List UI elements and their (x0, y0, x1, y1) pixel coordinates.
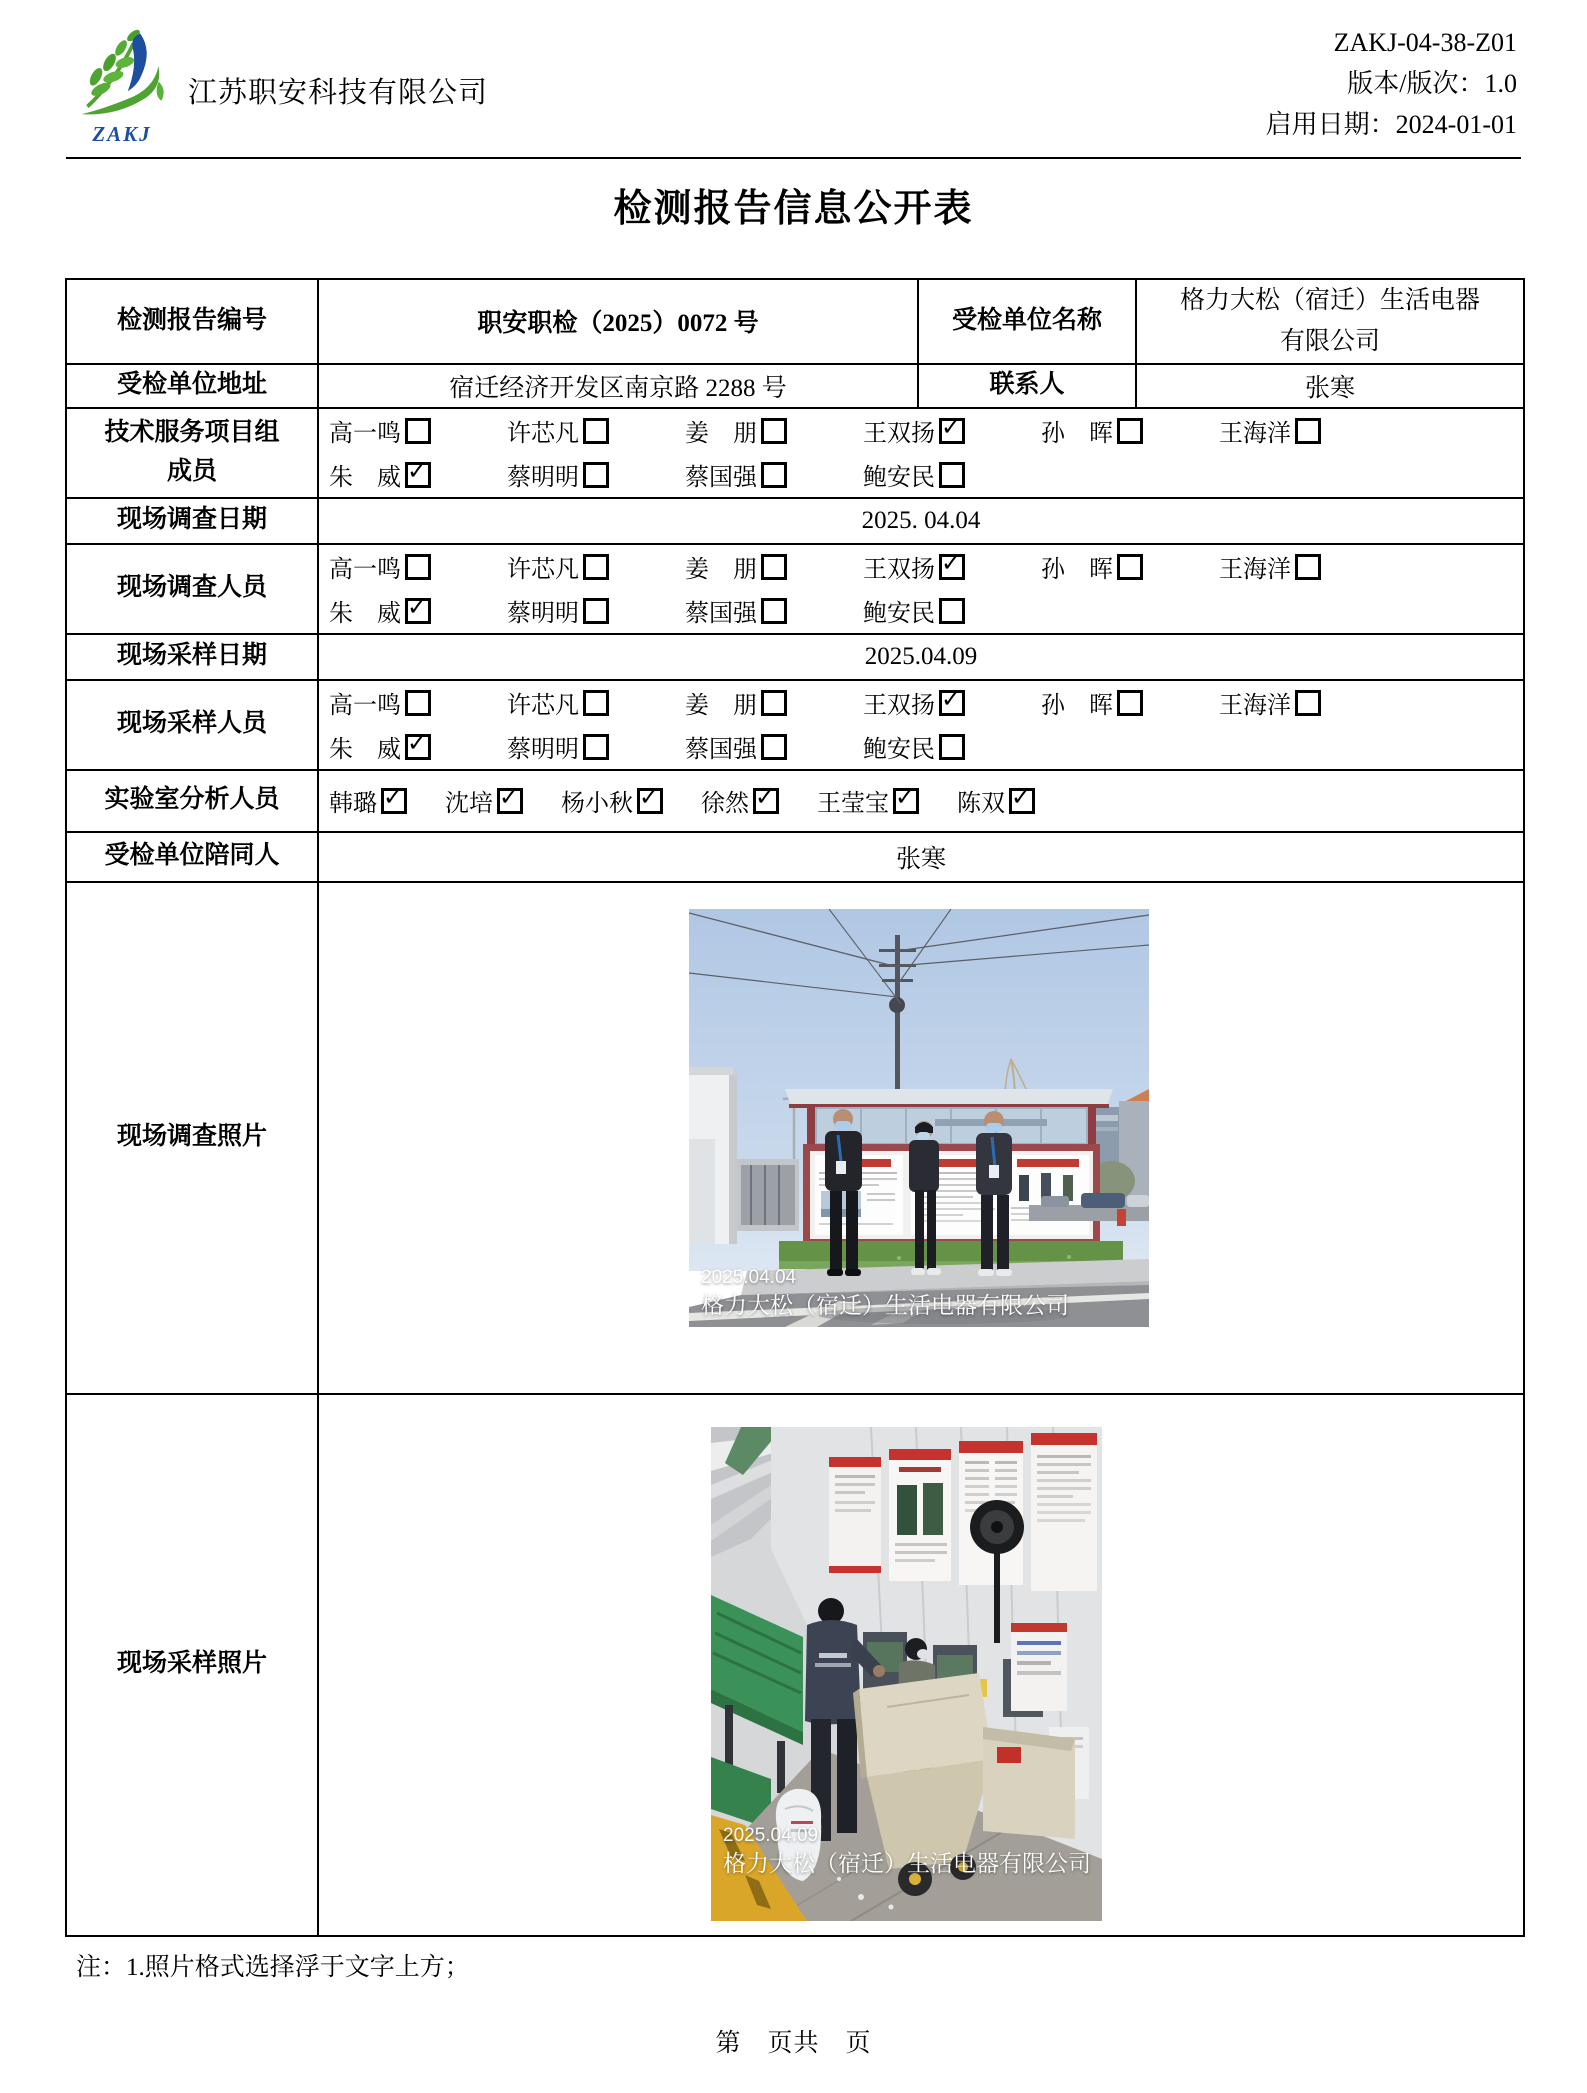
checked-checkbox[interactable] (381, 788, 407, 814)
person-name: 朱 威 (329, 737, 401, 763)
sampling-photo-watermark: 格力大松（宿迁）生活电器有限公司 (723, 1849, 1091, 1876)
row-survey-photo (66, 882, 1524, 1394)
person-name: 沈培 (445, 791, 493, 817)
sampling-photo (711, 1427, 1102, 1921)
empty-checkbox[interactable] (583, 462, 609, 488)
unit-name-value (1136, 279, 1524, 364)
empty-checkbox[interactable] (761, 734, 787, 760)
survey-date-label: 现场调查日期 (66, 498, 318, 544)
row-sampling-photo (66, 1394, 1524, 1936)
survey-staff-line1 (319, 545, 1523, 589)
person-name: 王双扬 (863, 693, 935, 719)
person-name: 姜 朋 (685, 693, 757, 719)
report-no-value: 职安职检（2025）0072 号 (318, 279, 918, 364)
sampling-staff-label: 现场采样人员 (66, 680, 318, 770)
person-checkbox-item (507, 729, 685, 764)
footnote: 注：1.照片格式选择浮于文字上方； (76, 1953, 470, 1981)
survey-staff-line2 (319, 589, 1523, 633)
unit-name-text: 格力大松（宿迁）生活电器有限公司 (1179, 287, 1480, 356)
person-name: 孙 晖 (1041, 693, 1113, 719)
board-panel-3 (1007, 1155, 1089, 1235)
unit-name-label: 受检单位名称 (918, 279, 1136, 364)
row-sampling-staff (66, 680, 1524, 770)
person-checkbox-item (561, 783, 663, 818)
person-name: 孙 晖 (1041, 557, 1113, 583)
empty-checkbox[interactable] (939, 462, 965, 488)
survey-photo-illustration (689, 909, 1149, 1327)
row-unit-address (66, 364, 1524, 408)
person-name: 蔡国强 (685, 737, 757, 763)
person-checkbox-item (863, 413, 1041, 448)
empty-checkbox[interactable] (1117, 554, 1143, 580)
row-survey-staff (66, 544, 1524, 634)
person-checkbox-item (329, 457, 507, 492)
sampling-photo-stamp (723, 1824, 1091, 1879)
person-checkbox-item (863, 549, 1041, 584)
logo-leaf-icon (74, 20, 170, 124)
empty-checkbox[interactable] (761, 690, 787, 716)
escort-label: 受检单位陪同人 (66, 832, 318, 882)
person-name: 朱 威 (329, 465, 401, 491)
checked-checkbox[interactable] (497, 788, 523, 814)
person-checkbox-item (329, 593, 507, 628)
checked-checkbox[interactable] (405, 462, 431, 488)
checked-checkbox[interactable] (753, 788, 779, 814)
person-checkbox-item (863, 729, 1041, 764)
person-name: 鲍安民 (863, 737, 935, 763)
person-name: 王海洋 (1219, 557, 1291, 583)
person-checkbox-item (685, 593, 863, 628)
checked-checkbox[interactable] (893, 788, 919, 814)
person-checkbox-item (1219, 685, 1397, 720)
checked-checkbox[interactable] (939, 554, 965, 580)
person-checkbox-item (863, 685, 1041, 720)
row-lab-staff (66, 770, 1524, 832)
person-checkbox-item (329, 685, 507, 720)
sampling-staff-line2 (319, 725, 1523, 769)
person-name: 姜 朋 (685, 421, 757, 447)
person-checkbox-item (507, 549, 685, 584)
empty-checkbox[interactable] (583, 418, 609, 444)
survey-photo-label: 现场调查照片 (66, 882, 318, 1394)
person-name: 王双扬 (863, 557, 935, 583)
person-checkbox-item (863, 457, 1041, 492)
person-checkbox-item (863, 593, 1041, 628)
empty-checkbox[interactable] (761, 554, 787, 580)
company-logo (72, 20, 172, 147)
person-name: 蔡明明 (507, 601, 579, 627)
survey-staff-cell (318, 544, 1524, 634)
checked-checkbox[interactable] (405, 598, 431, 624)
escort-value: 张寒 (318, 832, 1524, 882)
unit-addr-label: 受检单位地址 (66, 364, 318, 408)
survey-photo-watermark: 格力大松（宿迁）生活电器有限公司 (701, 1291, 1069, 1318)
person-checkbox-item (507, 685, 685, 720)
empty-checkbox[interactable] (583, 690, 609, 716)
person-name: 朱 威 (329, 601, 401, 627)
sampling-date-label: 现场采样日期 (66, 634, 318, 680)
row-survey-date (66, 498, 1524, 544)
lab-staff-line (319, 772, 1523, 830)
empty-checkbox[interactable] (1117, 690, 1143, 716)
person-name: 许芯凡 (507, 421, 579, 447)
person-name: 王双扬 (863, 421, 935, 447)
empty-checkbox[interactable] (405, 418, 431, 444)
person-name: 王海洋 (1219, 421, 1291, 447)
empty-checkbox[interactable] (1295, 418, 1321, 444)
person-checkbox-item (685, 729, 863, 764)
person-checkbox-item (685, 457, 863, 492)
page-footer: 第 页共 页 (715, 2029, 872, 2057)
person-name: 鲍安民 (863, 601, 935, 627)
checked-checkbox[interactable] (1009, 788, 1035, 814)
survey-date-value: 2025. 04.04 (318, 498, 1524, 544)
person-checkbox-item (1041, 685, 1219, 720)
header-brand (72, 20, 488, 147)
doc-effective-date: 启用日期：2024-01-01 (1265, 110, 1517, 139)
person-name: 姜 朋 (685, 557, 757, 583)
unit-addr-value: 宿迁经济开发区南京路 2288 号 (318, 364, 918, 408)
empty-checkbox[interactable] (583, 734, 609, 760)
doc-code: ZAKJ-04-38-Z01 (1333, 28, 1517, 57)
person-checkbox-item (329, 729, 507, 764)
person-checkbox-item (701, 783, 779, 818)
person-checkbox-item (329, 549, 507, 584)
checked-checkbox[interactable] (405, 734, 431, 760)
checked-checkbox[interactable] (939, 418, 965, 444)
team-members-line1 (319, 409, 1523, 453)
sampling-photo-timestamp: 2025.04.09 (723, 1824, 819, 1846)
people (825, 1109, 1012, 1276)
person-name: 许芯凡 (507, 557, 579, 583)
team-members-label (66, 408, 318, 498)
person-name: 高一鸣 (329, 693, 401, 719)
empty-checkbox[interactable] (939, 734, 965, 760)
empty-checkbox[interactable] (939, 598, 965, 624)
sampling-photo-cell (318, 1394, 1524, 1936)
survey-photo-stamp (701, 1266, 1069, 1321)
checked-checkbox[interactable] (637, 788, 663, 814)
team-members-cell (318, 408, 1524, 498)
person-checkbox-item (1219, 549, 1397, 584)
person-checkbox-item (817, 783, 919, 818)
doc-version: 版本/版次：1.0 (1347, 69, 1517, 98)
person-checkbox-item (507, 413, 685, 448)
contact-value: 张寒 (1136, 364, 1524, 408)
report-no-label: 检测报告编号 (66, 279, 318, 364)
empty-checkbox[interactable] (1117, 418, 1143, 444)
logo-text: ZAKJ (92, 122, 152, 146)
survey-staff-label: 现场调查人员 (66, 544, 318, 634)
person-name: 蔡明明 (507, 737, 579, 763)
person-name: 蔡国强 (685, 601, 757, 627)
header-divider (66, 157, 1521, 159)
empty-checkbox[interactable] (761, 462, 787, 488)
person-checkbox-item (1041, 413, 1219, 448)
row-escort (66, 832, 1524, 882)
person-name: 徐然 (701, 791, 749, 817)
team-label-line2: 成员 (166, 457, 217, 485)
sampling-staff-line1 (319, 681, 1523, 725)
empty-checkbox[interactable] (405, 690, 431, 716)
checked-checkbox[interactable] (939, 690, 965, 716)
empty-checkbox[interactable] (405, 554, 431, 580)
report-info-table (65, 278, 1525, 1937)
team-members-line2 (319, 453, 1523, 497)
person-name: 韩璐 (329, 791, 377, 817)
person-checkbox-item (957, 783, 1035, 818)
row-team-members (66, 408, 1524, 498)
person-checkbox-item (507, 457, 685, 492)
contact-label: 联系人 (918, 364, 1136, 408)
empty-checkbox[interactable] (761, 418, 787, 444)
person-name: 王莹宝 (817, 791, 889, 817)
row-report-no (66, 279, 1524, 364)
person-checkbox-item (329, 413, 507, 448)
person-name: 蔡国强 (685, 465, 757, 491)
person-checkbox-item (685, 549, 863, 584)
person-name: 杨小秋 (561, 791, 633, 817)
empty-checkbox[interactable] (1295, 554, 1321, 580)
person-name: 王海洋 (1219, 693, 1291, 719)
person-name: 高一鸣 (329, 557, 401, 583)
person-checkbox-item (685, 413, 863, 448)
empty-checkbox[interactable] (1295, 690, 1321, 716)
person-name: 蔡明明 (507, 465, 579, 491)
person-checkbox-item (685, 685, 863, 720)
survey-photo-timestamp: 2025.04.04 (701, 1266, 797, 1288)
company-name: 江苏职安科技有限公司 (188, 77, 489, 109)
person-name: 许芯凡 (507, 693, 579, 719)
row-sampling-date (66, 634, 1524, 680)
empty-checkbox[interactable] (761, 598, 787, 624)
survey-photo-cell (318, 882, 1524, 1394)
team-label-line1: 技术服务项目组 (104, 418, 280, 446)
person-checkbox-item (507, 593, 685, 628)
sampling-staff-cell (318, 680, 1524, 770)
lab-staff-label: 实验室分析人员 (66, 770, 318, 832)
person-checkbox-item (329, 783, 407, 818)
empty-checkbox[interactable] (583, 598, 609, 624)
document-meta (1266, 22, 1517, 145)
sampling-date-value: 2025.04.09 (318, 634, 1524, 680)
person-checkbox-item (1219, 413, 1397, 448)
survey-photo (689, 909, 1149, 1327)
person-checkbox-item (1041, 549, 1219, 584)
empty-checkbox[interactable] (583, 554, 609, 580)
lab-staff-cell (318, 770, 1524, 832)
sampling-photo-label: 现场采样照片 (66, 1394, 318, 1936)
person-name: 孙 晖 (1041, 421, 1113, 447)
person-checkbox-item (445, 783, 523, 818)
page-header (0, 0, 1587, 147)
person-name: 陈双 (957, 791, 1005, 817)
page-title: 检测报告信息公开表 (613, 188, 974, 230)
person-name: 鲍安民 (863, 465, 935, 491)
person-name: 高一鸣 (329, 421, 401, 447)
